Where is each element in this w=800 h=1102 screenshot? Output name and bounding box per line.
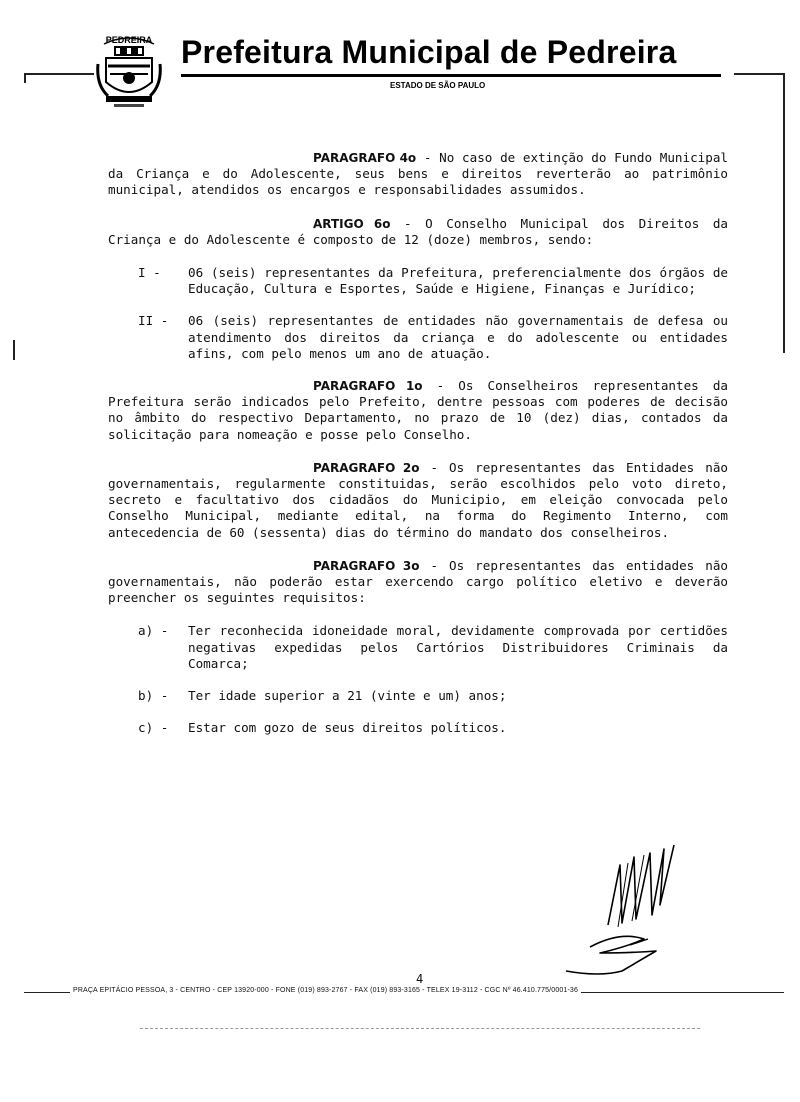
list-item bbox=[108, 265, 728, 297]
paragraph-text: - No caso de extinção do Fundo Municipal da Criança e do Adolescente, seus bens e direitos reverterão ao patrimônio municipal, atendidos os encargos e responsabilidades assumidos. bbox=[108, 150, 728, 198]
footer-dotted-line bbox=[140, 1028, 700, 1030]
list-item-text: 06 (seis) representantes de entidades não governamentais de defesa ou atendimento dos direitos da criança e do adolescente ou entidades afins, com pelo menos um ano de atuação. bbox=[188, 313, 728, 361]
document-body bbox=[108, 150, 728, 752]
list-item bbox=[108, 623, 728, 672]
paragraph-heading: PARAGRAFO 3o bbox=[313, 558, 420, 573]
letterhead-title: Prefeitura Municipal de Pedreira bbox=[181, 34, 677, 70]
list-item-text: Estar com gozo de seus direitos políticos. bbox=[188, 720, 507, 736]
title-underline bbox=[181, 74, 721, 77]
municipal-crest-icon bbox=[96, 30, 162, 112]
handwritten-signature bbox=[560, 835, 700, 985]
crest-lettering: PEDREIRA bbox=[105, 35, 153, 45]
letterhead-subtitle: ESTADO DE SÃO PAULO bbox=[390, 81, 486, 90]
list-item-text: 06 (seis) representantes da Prefeitura, preferencialmente dos órgãos de Educação, Cultura e Esportes, Saúde e Higiene, Finanças e Jurídico; bbox=[188, 265, 728, 297]
list-item bbox=[108, 688, 728, 704]
frame-divider bbox=[13, 340, 15, 360]
list-item bbox=[108, 720, 728, 736]
paragraph-1 bbox=[108, 378, 728, 443]
article-6 bbox=[108, 216, 728, 248]
list-item-text: Ter idade superior a 21 (vinte e um) anos; bbox=[188, 688, 507, 704]
frame-divider bbox=[24, 73, 94, 75]
paragraph-heading: PARAGRAFO 2o bbox=[313, 460, 420, 475]
list-item-number: a) - bbox=[138, 623, 169, 639]
paragraph-heading: PARAGRAFO 4o bbox=[313, 151, 417, 165]
paragraph-4 bbox=[108, 150, 728, 199]
paragraph-text: - Os representantes das entidades não governamentais, não poderão estar exercendo cargo político eletivo e deverão preencher os seguintes requisitos: bbox=[108, 557, 728, 606]
frame-divider bbox=[783, 73, 785, 353]
list-item-text: Ter reconhecida idoneidade moral, devidamente comprovada por certidões negativas expedidas pelos Cartórios Distribuidores Criminais da Comarca; bbox=[188, 623, 728, 671]
list-item-number: b) - bbox=[138, 688, 169, 704]
article-heading: ARTIGO 6o bbox=[313, 216, 391, 231]
list-item-number: II - bbox=[138, 313, 169, 329]
list-item-number: I - bbox=[138, 265, 161, 281]
paragraph-3 bbox=[108, 558, 728, 607]
paragraph-2 bbox=[108, 460, 728, 541]
list-item bbox=[108, 313, 728, 362]
frame-divider bbox=[734, 73, 784, 75]
frame-divider bbox=[24, 73, 26, 83]
paragraph-heading: PARAGRAFO 1o bbox=[313, 379, 423, 394]
article-text: - O Conselho Municipal dos Direitos da Criança e do Adolescente é composto de 12 (doze) membros, sendo: bbox=[108, 215, 729, 247]
list-item-number: c) - bbox=[138, 720, 169, 736]
paragraph-text: - Os Conselheiros representantes da Prefeitura serão indicados pelo Prefeito, dentre pessoas com poderes de decisão no âmbito do respectivo Departamento, no prazo de 10 (dez) dias, contados da solicitação para nomeação e posse pelo Conselho. bbox=[108, 378, 728, 442]
footer-address: PRAÇA EPITÁCIO PESSOA, 3 - CENTRO - CEP 13920-000 - FONE (019) 893-2767 - FAX (019) 893-3165 - TELEX 19-3112 - CGC Nº 46.410.775/0001-36 bbox=[70, 987, 581, 994]
page-number: 4 bbox=[416, 972, 424, 986]
paragraph-text: - Os representantes das Entidades não governamentais, regularmente constituidas, serão escolhidos pelo voto direto, secreto e facultativo dos cidadãos do Municipio, em eleição convocada pelo Conselho Municipal, mediante edital, na forma do Regimento Interno, com antecedencia de 60 (sessenta) dias do término do mandato dos conselheiros. bbox=[108, 459, 728, 540]
